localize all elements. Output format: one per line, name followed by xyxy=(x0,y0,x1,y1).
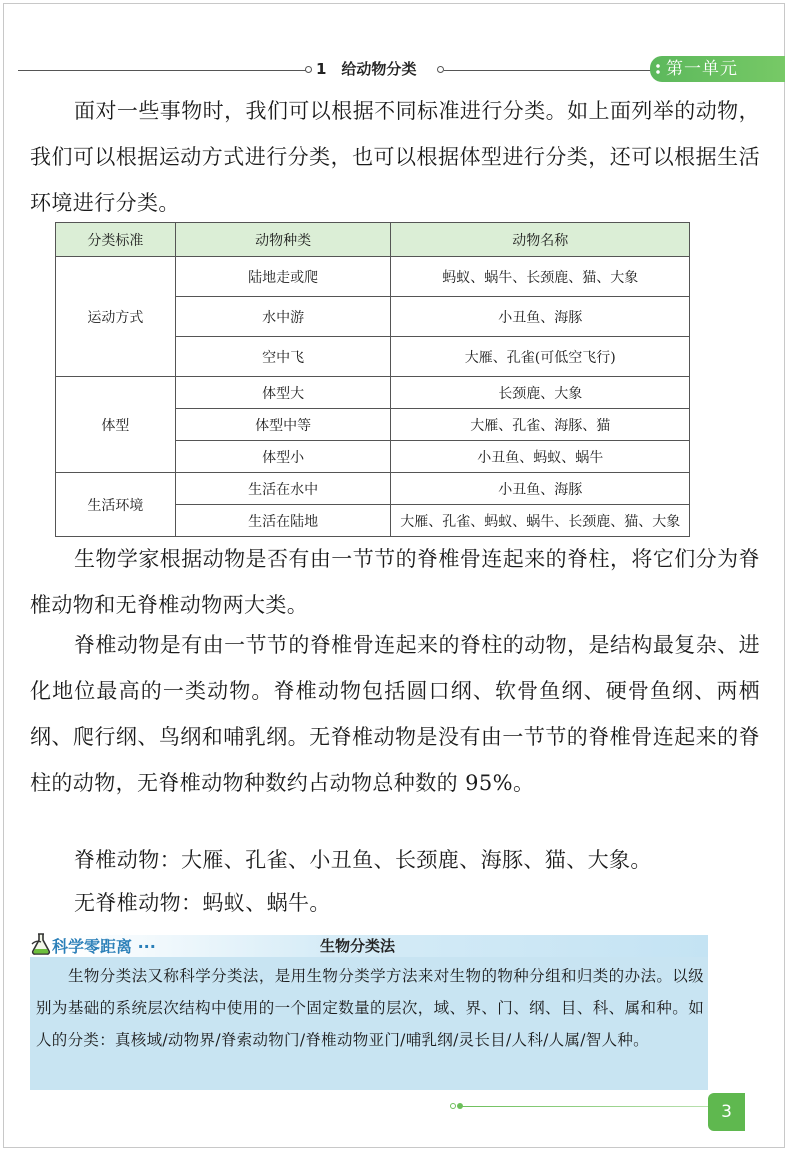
table-cell-kind: 体型中等 xyxy=(175,409,391,441)
header-dot-left xyxy=(305,66,312,73)
header-rule-left xyxy=(18,70,308,71)
table-cell-standard: 生活环境 xyxy=(56,473,176,537)
flask-icon xyxy=(30,932,52,956)
table-cell-kind: 体型大 xyxy=(175,377,391,409)
science-text: 生物分类法又称科学分类法，是用生物分类学方法来对生物的物种分组和归类的办法。以级别为基础的系统层次结构中使用的一个固定数量的层次，域、界、门、纲、目、科、属和种。如人的分类：真核域/动物界/脊索动物门/脊椎动物亚门/哺乳纲/灵长目/人科/人属/智人种。 xyxy=(36,967,704,1049)
table-cell-names: 小丑鱼、蚂蚁、蜗牛 xyxy=(391,441,690,473)
page-number: 3 xyxy=(708,1093,745,1131)
science-label xyxy=(52,934,156,957)
table-header-kind: 动物种类 xyxy=(175,223,391,257)
science-box xyxy=(30,932,708,1090)
table-row xyxy=(56,473,690,505)
table-cell-kind: 体型小 xyxy=(175,441,391,473)
table-cell-names: 大雁、孔雀(可低空飞行) xyxy=(391,337,690,377)
table-cell-names: 长颈鹿、大象 xyxy=(391,377,690,409)
table-cell-names: 小丑鱼、海豚 xyxy=(391,297,690,337)
table-cell-kind: 陆地走或爬 xyxy=(175,257,391,297)
classification-table xyxy=(55,222,690,537)
table-cell-standard: 体型 xyxy=(56,377,176,473)
footer-dot-outline xyxy=(450,1103,456,1109)
paragraph-vertebrate-list: 脊椎动物：大雁、孔雀、小丑鱼、长颈鹿、海豚、猫、大象。 xyxy=(74,848,652,872)
table-cell-names: 蚂蚁、蜗牛、长颈鹿、猫、大象 xyxy=(391,257,690,297)
table-row xyxy=(56,377,690,409)
paragraph-vertebrate-definition: 脊椎动物是有由一节节的脊椎骨连起来的脊柱的动物，是结构最复杂、进化地位最高的一类动物。脊椎动物包括圆口纲、软骨鱼纲、硬骨鱼纲、两栖纲、爬行纲、鸟纲和哺乳纲。无脊椎动物是没有由一节节的脊椎骨连起来的脊柱的动物，无脊椎动物种数约占动物总种数的 95%。 xyxy=(30,633,760,795)
table-cell-standard: 运动方式 xyxy=(56,257,176,377)
table-header-row xyxy=(56,223,690,257)
paragraph-classification: 生物学家根据动物是否有由一节节的脊椎骨连起来的脊柱，将它们分为脊椎动物和无脊椎动物两大类。 xyxy=(30,547,760,617)
paragraph-invertebrate-list: 无脊椎动物：蚂蚁、蜗牛。 xyxy=(74,891,331,915)
table-cell-names: 大雁、孔雀、蚂蚁、蜗牛、长颈鹿、猫、大象 xyxy=(391,505,690,537)
header-dot-right xyxy=(437,66,444,73)
table-cell-kind: 空中飞 xyxy=(175,337,391,377)
unit-tab-dots xyxy=(656,63,660,75)
table-cell-names: 大雁、孔雀、海豚、猫 xyxy=(391,409,690,441)
science-title: 生物分类法 xyxy=(320,937,396,955)
table-cell-names: 小丑鱼、海豚 xyxy=(391,473,690,505)
science-label-dots: ··· xyxy=(137,937,156,956)
table-header-standard: 分类标准 xyxy=(56,223,176,257)
unit-label: 第一单元 xyxy=(666,59,738,79)
science-label-text: 科学零距离 xyxy=(52,937,133,956)
table-cell-kind: 生活在陆地 xyxy=(175,505,391,537)
table-row xyxy=(56,257,690,297)
table-header-names: 动物名称 xyxy=(391,223,690,257)
unit-tab xyxy=(650,56,785,82)
table-cell-kind: 水中游 xyxy=(175,297,391,337)
table-cell-kind: 生活在水中 xyxy=(175,473,391,505)
section-title: 1 给动物分类 xyxy=(316,60,417,78)
footer-rule xyxy=(458,1106,708,1107)
header-rule-right xyxy=(444,70,654,71)
paragraph-intro: 面对一些事物时，我们可以根据不同标准进行分类。如上面列举的动物，我们可以根据运动方式进行分类，也可以根据体型进行分类，还可以根据生活环境进行分类。 xyxy=(30,99,760,215)
